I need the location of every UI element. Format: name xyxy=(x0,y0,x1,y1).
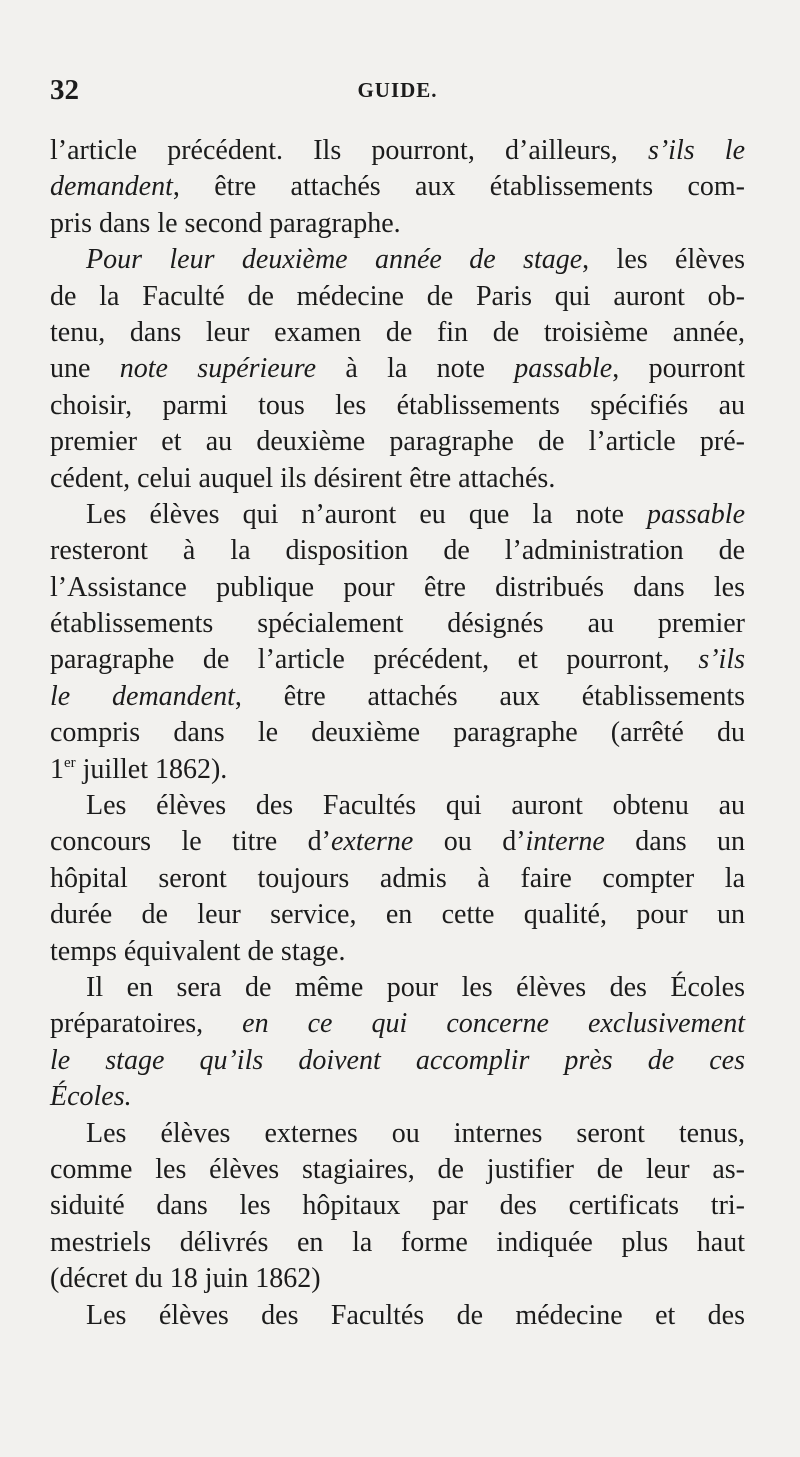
italic-text: Pour leur deuxième année de stage xyxy=(86,244,583,276)
italic-text: demandent xyxy=(50,171,173,203)
text-segment: Les élèves des Facultés de médecine et des xyxy=(86,1299,745,1331)
text-line xyxy=(50,351,745,387)
italic-text: interne xyxy=(525,826,605,858)
text-segment: établissements spécialement désignés au premier xyxy=(50,608,745,640)
text-segment: mestriels délivrés en la forme indiquée plus haut xyxy=(50,1226,745,1258)
italic-text: s’ils le xyxy=(647,135,745,166)
text-line xyxy=(50,897,745,933)
text-line xyxy=(50,752,745,788)
text-segment: Il en sera de même pour les élèves des Écoles xyxy=(86,971,745,1003)
text-segment: ou d’ xyxy=(413,826,526,858)
text-line xyxy=(50,461,745,497)
text-line xyxy=(50,1079,745,1115)
text-line xyxy=(50,1116,745,1152)
text-line xyxy=(50,715,745,751)
text-line xyxy=(50,206,745,242)
text-segment: une xyxy=(50,353,120,385)
italic-text: note supérieure xyxy=(119,353,317,385)
text-line xyxy=(50,606,745,642)
superscript: er xyxy=(64,754,76,771)
italic-text: le demandent xyxy=(50,680,235,712)
text-segment: préparatoires, xyxy=(50,1008,243,1040)
italic-text: le stage qu’ils doivent accomplir près de ces xyxy=(50,1044,745,1076)
text-line xyxy=(50,169,745,205)
text-segment: , être attachés aux établissements xyxy=(234,680,746,712)
text-line xyxy=(50,970,745,1006)
text-segment: siduité dans les hôpitaux par des certificats tri- xyxy=(50,1190,745,1222)
text-segment: (décret du 18 juin 1862) xyxy=(50,1263,321,1295)
text-line xyxy=(50,133,745,169)
text-line xyxy=(50,497,745,533)
text-segment: cédent, celui auquel ils désirent être attachés. xyxy=(50,462,556,494)
text-line xyxy=(50,824,745,860)
text-line xyxy=(50,679,745,715)
text-segment: juillet 1862). xyxy=(75,753,228,785)
text-segment: , les élèves xyxy=(582,244,745,276)
page-number: 32 xyxy=(50,74,79,106)
italic-text: passable xyxy=(514,353,613,385)
text-line xyxy=(50,533,745,569)
text-segment: compris dans le deuxième paragraphe (arrêté du xyxy=(50,717,745,749)
text-segment: durée de leur service, en cette qualité, pour un xyxy=(50,899,745,931)
text-segment: choisir, parmi tous les établissements spécifiés au xyxy=(50,389,745,421)
text-line xyxy=(50,388,745,424)
text-line xyxy=(50,1225,745,1261)
text-line xyxy=(50,1152,745,1188)
text-line xyxy=(50,1188,745,1224)
text-segment: l’Assistance publique pour être distribués dans les xyxy=(50,571,745,603)
italic-text: passable xyxy=(647,498,745,530)
text-segment: temps équivalent de stage. xyxy=(50,935,346,967)
text-line xyxy=(50,861,745,897)
text-segment: , être attachés aux établissements com- xyxy=(172,171,745,203)
text-segment: de la Faculté de médecine de Paris qui auront ob- xyxy=(50,280,745,312)
page-header xyxy=(50,74,745,114)
text-line xyxy=(50,1298,745,1334)
text-line xyxy=(50,934,745,970)
text-line xyxy=(50,424,745,460)
text-segment: concours le titre d’ xyxy=(50,826,331,858)
text-line xyxy=(50,1006,745,1042)
text-line xyxy=(50,570,745,606)
italic-text: Écoles. xyxy=(50,1081,132,1113)
text-segment: hôpital seront toujours admis à faire compter la xyxy=(50,862,745,894)
text-segment: Les élèves qui n’auront eu que la note xyxy=(86,498,647,530)
text-segment: l’article précédent. Ils pourront, d’ailleurs, xyxy=(50,135,648,166)
italic-text: s’ils xyxy=(698,644,745,676)
text-segment: à la note xyxy=(316,353,515,385)
text-segment: resteront à la disposition de l’administration de xyxy=(50,535,745,567)
text-segment: dans un xyxy=(604,826,746,858)
text-segment: comme les élèves stagiaires, de justifier de leur as- xyxy=(50,1153,745,1185)
text-line xyxy=(50,315,745,351)
text-segment: Les élèves des Facultés qui auront obtenu au xyxy=(86,790,745,822)
text-line xyxy=(50,279,745,315)
text-line xyxy=(50,642,745,678)
running-title: GUIDE. xyxy=(357,78,438,102)
text-segment: , pourront xyxy=(612,353,745,385)
text-segment: pris dans le second paragraphe. xyxy=(50,207,401,239)
italic-text: externe xyxy=(330,826,414,858)
text-segment: paragraphe de l’article précédent, et pourront, xyxy=(50,644,699,676)
text-line xyxy=(50,242,745,278)
text-segment: premier et au deuxième paragraphe de l’article pré- xyxy=(50,426,745,458)
body-text xyxy=(50,133,745,1334)
italic-text: en ce qui concerne exclusivement xyxy=(242,1008,745,1040)
text-segment: 1 xyxy=(50,753,64,785)
text-line xyxy=(50,1261,745,1297)
text-line xyxy=(50,788,745,824)
text-segment: Les élèves externes ou internes seront tenus, xyxy=(86,1117,745,1149)
text-line xyxy=(50,1043,745,1079)
text-segment: tenu, dans leur examen de fin de troisième année, xyxy=(50,316,745,348)
